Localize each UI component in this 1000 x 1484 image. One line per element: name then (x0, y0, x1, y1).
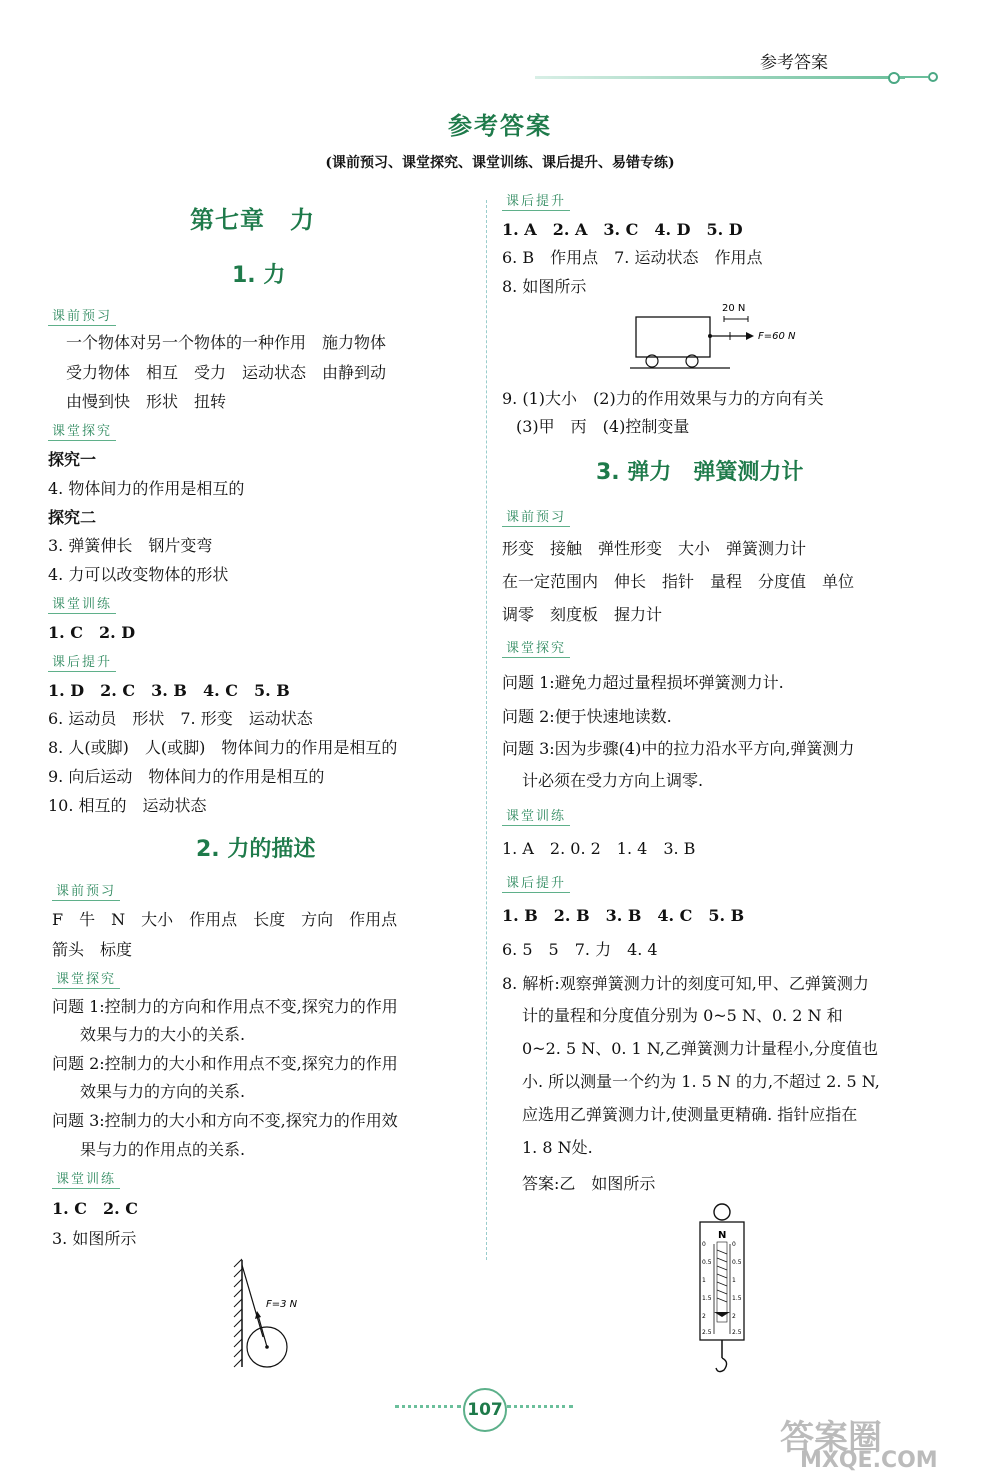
tag-preview: 课前预习 (502, 506, 570, 527)
answer-line: 受力物体 相互 受力 运动状态 由静到动 (66, 363, 387, 382)
answer-line: F 牛 N 大小 作用点 长度 方向 作用点 (52, 910, 398, 929)
force-label: F=3 N (266, 1299, 298, 1310)
answer-line: 8. 人(或脚) 人(或脚) 物体间力的作用是相互的 (48, 738, 398, 757)
gauge-tick: 1 (732, 1277, 736, 1284)
answer-line: 1. D 2. C 3. B 4. C 5. B (48, 681, 290, 700)
tag-after: 课后提升 (48, 651, 116, 672)
answer-line: 效果与力的大小的关系. (80, 1025, 246, 1044)
answer-line: 8. 如图所示 (502, 277, 587, 296)
answer-line: 1. C 2. D (48, 623, 136, 642)
watermark-logo: MXQE.COM (800, 1448, 938, 1473)
answer-line: 箭头 标度 (52, 940, 133, 959)
gauge-tick: 0.5 (702, 1259, 712, 1266)
answer-line: 1. B 2. B 3. B 4. C 5. B (502, 906, 745, 925)
column-divider (486, 200, 487, 1260)
answer-line: 6. 运动员 形状 7. 形变 运动状态 (48, 709, 313, 728)
answer-line: 在一定范围内 伸长 指针 量程 分度值 单位 (502, 572, 855, 591)
answer-line: 调零 刻度板 握力计 (502, 605, 663, 624)
section-title: 1. 力 (232, 263, 286, 288)
header-dot-icon (928, 72, 938, 82)
answer-line: 8. 解析:观察弹簧测力计的刻度可知,甲、乙弹簧测力 (502, 974, 869, 993)
answer-line: 4. 物体间力的作用是相互的 (48, 479, 245, 498)
gauge-tick: 1 (702, 1277, 706, 1284)
answer-line: 4. 力可以改变物体的形状 (48, 565, 229, 584)
answer-line: 9. 向后运动 物体间力的作用是相互的 (48, 767, 325, 786)
tag-preview: 课前预习 (52, 880, 120, 901)
answer-line: 6. B 作用点 7. 运动状态 作用点 (502, 248, 763, 267)
gauge-tick: 0 (732, 1241, 736, 1248)
gauge-tick: 2.5 (702, 1329, 712, 1336)
tag-explore: 课堂探究 (48, 420, 116, 441)
tag-after: 课后提升 (502, 190, 570, 211)
answer-line: 问题 2:便于快速地读数. (502, 707, 672, 726)
watermark-logo: 答案圈 (780, 1418, 882, 1458)
answer-line: 3. 如图所示 (52, 1229, 137, 1248)
gauge-unit: N (718, 1230, 727, 1241)
tag-explore: 课堂探究 (502, 637, 570, 658)
answer-line: 应选用乙弹簧测力计,使测量更精确. 指针应指在 (522, 1105, 858, 1124)
gauge-tick: 1.5 (732, 1295, 742, 1302)
cart-force-figure (630, 297, 810, 372)
page-number-rule (395, 1405, 461, 1408)
answer-heading: 探究一 (48, 450, 97, 469)
page-subtitle: (课前预习、课堂探究、课堂训练、课后提升、易错专练) (325, 155, 675, 171)
header-label: 参考答案 (760, 53, 828, 73)
answer-line: 9. (1)大小 (2)力的作用效果与力的方向有关 (502, 389, 824, 408)
answer-line: 小. 所以测量一个约为 1. 5 N 的力,不超过 2. 5 N, (522, 1072, 880, 1091)
page-number: 107 (463, 1388, 507, 1432)
answer-line: 1. A 2. A 3. C 4. D 5. D (502, 220, 743, 239)
gauge-tick: 0.5 (732, 1259, 742, 1266)
answer-line: 0~2. 5 N、0. 1 N,乙弹簧测力计量程小,分度值也 (522, 1039, 878, 1058)
section-title: 3. 弹力 弹簧测力计 (596, 460, 804, 485)
gauge-tick: 2 (702, 1313, 706, 1320)
answer-line: 3. 弹簧伸长 钢片变弯 (48, 536, 213, 555)
answer-line: 效果与力的方向的关系. (80, 1082, 246, 1101)
header-rule (535, 76, 905, 79)
answer-line: 答案:乙 如图所示 (522, 1174, 656, 1193)
answer-line: 形变 接触 弹性形变 大小 弹簧测力计 (502, 539, 807, 558)
answer-line: 由慢到快 形状 扭转 (66, 392, 227, 411)
section-title: 2. 力的描述 (196, 837, 316, 862)
answer-line: 问题 2:控制力的大小和作用点不变,探究力的作用 (52, 1054, 398, 1073)
answer-line: 6. 5 5 7. 力 4. 4 (502, 940, 658, 959)
answer-line: 10. 相互的 运动状态 (48, 796, 207, 815)
wall-ball-figure (230, 1255, 320, 1370)
tag-training: 课堂训练 (48, 593, 116, 614)
answer-line: 问题 3:因为步骤(4)中的拉力沿水平方向,弹簧测力 (502, 739, 855, 758)
gauge-tick: 2 (732, 1313, 736, 1320)
tag-explore: 课堂探究 (52, 968, 120, 989)
gauge-tick: 0 (702, 1241, 706, 1248)
chapter-title: 第七章 力 (190, 206, 315, 234)
header-dot-icon (888, 72, 900, 84)
answer-line: 1. 8 N处. (522, 1138, 593, 1157)
answer-line: 1. A 2. 0. 2 1. 4 3. B (502, 839, 696, 858)
header-rule-end (904, 76, 928, 78)
tag-preview: 课前预习 (48, 305, 116, 326)
answer-line: 1. C 2. C (52, 1199, 139, 1218)
spring-scale-figure (694, 1200, 750, 1375)
answer-line: 问题 1:控制力的方向和作用点不变,探究力的作用 (52, 997, 398, 1016)
answer-heading: 探究二 (48, 508, 97, 527)
gauge-tick: 2.5 (732, 1329, 742, 1336)
answer-line: 计的量程和分度值分别为 0~5 N、0. 2 N 和 (522, 1006, 843, 1025)
tag-training: 课堂训练 (502, 805, 570, 826)
answer-line: 计必须在受力方向上调零. (522, 771, 704, 790)
scale-label: 20 N (722, 303, 746, 314)
answer-line: (3)甲 丙 (4)控制变量 (516, 417, 690, 436)
answer-line: 一个物体对另一个物体的一种作用 施力物体 (66, 333, 387, 352)
answer-line: 问题 1:避免力超过量程损坏弹簧测力计. (502, 673, 784, 692)
tag-training: 课堂训练 (52, 1168, 120, 1189)
gauge-tick: 1.5 (702, 1295, 712, 1302)
page-number-rule (507, 1405, 573, 1408)
force-label: F=60 N (758, 331, 796, 342)
page-title: 参考答案 (448, 112, 552, 140)
answer-line: 果与力的作用点的关系. (80, 1140, 246, 1159)
answer-line: 问题 3:控制力的大小和方向不变,探究力的作用效 (52, 1111, 398, 1130)
tag-after: 课后提升 (502, 872, 570, 893)
